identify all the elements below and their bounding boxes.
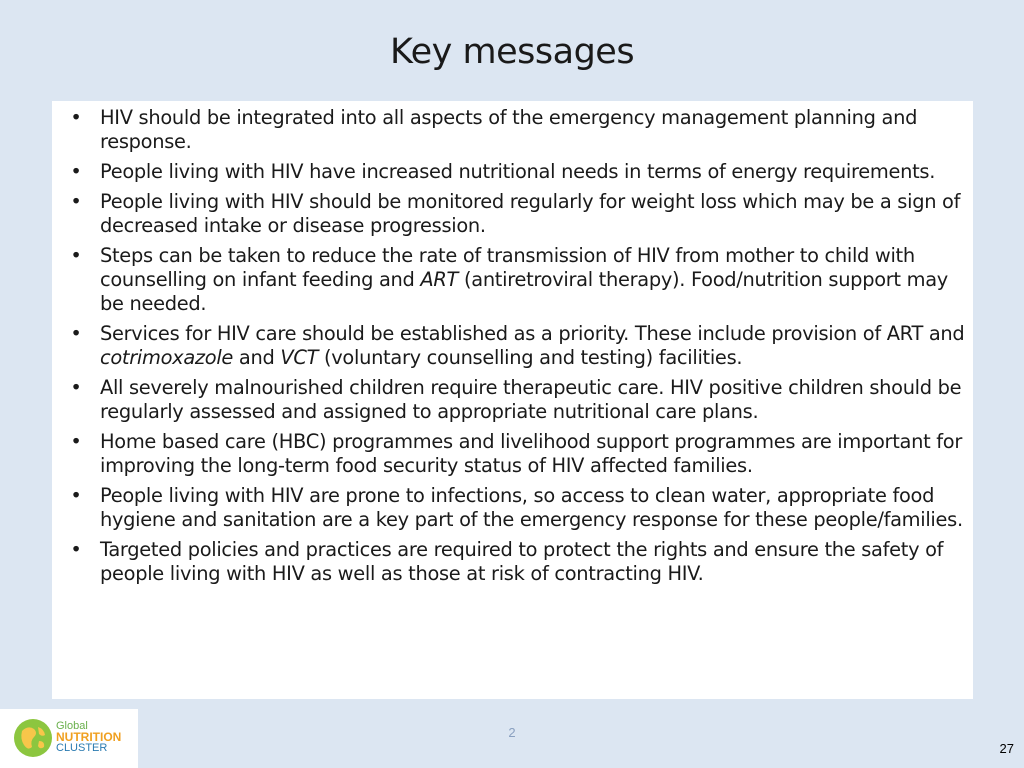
bullet-dot-icon: • — [70, 484, 82, 507]
global-nutrition-cluster-logo — [0, 709, 138, 768]
bullet-dot-icon: • — [70, 190, 82, 213]
bullet-item — [60, 376, 965, 424]
bullet-item — [60, 190, 965, 238]
slide-number-center: 2 — [508, 725, 516, 740]
logo-text — [56, 721, 121, 754]
bullet-text: People living with HIV are prone to infections, so access to clean water, appropriate food hygiene and sanitation are a key part of the emergency response for these people/families. — [100, 484, 963, 531]
bullet-text: and — [233, 346, 281, 369]
bullet-text: People living with HIV should be monitored regularly for weight loss which may be a sign of decreased intake or disease progression. — [100, 190, 961, 237]
bullet-dot-icon: • — [70, 160, 82, 183]
bullet-item — [60, 430, 965, 478]
bullet-text: (antiretroviral therapy). Food/nutrition support may be needed. — [100, 268, 948, 315]
bullet-item — [60, 322, 965, 370]
globe-icon — [12, 717, 54, 759]
bullet-dot-icon: • — [70, 430, 82, 453]
content-box — [52, 101, 973, 699]
bullet-text: HIV should be integrated into all aspects of the emergency management planning and response. — [100, 106, 918, 153]
bullet-dot-icon: • — [70, 244, 82, 267]
bullet-item — [60, 484, 965, 532]
bullet-item — [60, 106, 965, 154]
bullet-text: Home based care (HBC) programmes and livelihood support programmes are important for improving the long-term food security status of HIV affected families. — [100, 430, 963, 477]
bullet-item — [60, 244, 965, 316]
bullet-text: People living with HIV have increased nutritional needs in terms of energy requirements. — [100, 160, 936, 183]
bullet-dot-icon: • — [70, 322, 82, 345]
logo-line-2: NUTRITION — [56, 730, 122, 744]
slide-title: Key messages — [389, 32, 635, 72]
bullet-text: Steps can be taken to reduce the rate of transmission of HIV from mother to child with counselling on infant feeding and — [100, 244, 915, 291]
bullet-list — [60, 106, 965, 586]
bullet-text: All severely malnourished children require therapeutic care. HIV positive children should be regularly assessed and assigned to appropriate nutritional care plans. — [100, 376, 962, 423]
logo-line-1: Global — [56, 720, 88, 732]
bullet-text: Targeted policies and practices are required to protect the rights and ensure the safety of people living with HIV as well as those at risk of contracting HIV. — [100, 538, 944, 585]
bullet-text: Services for HIV care should be established as a priority. These include provision of ART and — [100, 322, 965, 345]
bullet-dot-icon: • — [70, 376, 82, 399]
slide-number-right: 27 — [999, 741, 1014, 756]
bullet-text: (voluntary counselling and testing) facilities. — [318, 346, 743, 369]
bullet-dot-icon: • — [70, 538, 82, 561]
logo-line-3: CLUSTER — [56, 742, 108, 754]
bullet-item — [60, 160, 965, 184]
bullet-item — [60, 538, 965, 586]
bullet-dot-icon: • — [70, 106, 82, 129]
bullet-italic-text: VCT — [280, 346, 319, 369]
bullet-italic-text: ART — [420, 268, 459, 291]
bullet-italic-text: cotrimoxazole — [100, 346, 234, 369]
